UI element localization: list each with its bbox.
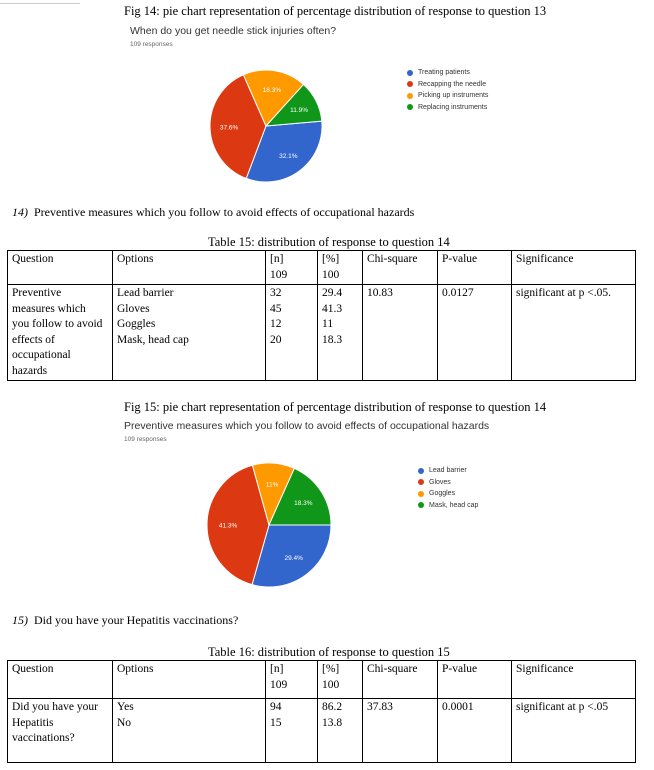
table16-question-cell: Did you have your Hepatitis vaccinations? [8,699,113,763]
legend-item [418,465,478,477]
table16-significance-cell: significant at p <.05 [512,699,636,763]
legend-item [407,102,488,114]
table15-n-cell: 32 45 12 20 [266,285,318,381]
section14-heading [12,205,414,220]
fig14-caption: Fig 14: pie chart representation of percentage distribution of response to question 13 [124,4,547,18]
section14-text: Preventive measures which you follow to avoid effects of occupational hazards [34,205,415,219]
pie-data-label: 18.3% [294,500,313,508]
table15-header-chi: Chi-square [363,251,438,285]
table15-header-pct: [%] 100 [318,251,363,285]
fig15-question: Preventive measures which you follow to avoid effects of occupational hazards [124,420,490,432]
table16-chi-cell: 37.83 [363,699,438,763]
legend-label: Mask, head cap [429,501,479,509]
table16 [7,660,636,763]
table15-header-row [8,251,636,285]
legend-item [407,79,488,91]
table15-chi-cell: 10.83 [363,285,438,381]
legend-item [418,488,478,500]
table15-header-options: Options [113,251,266,285]
fig15-pie-chart [205,461,335,589]
legend-swatch [418,479,424,485]
fig15-responses: 109 responses [124,436,167,443]
table16-n-cell: 94 15 [266,699,318,763]
section15-number: 15) [12,613,28,627]
legend-label: Lead barrier [429,467,467,475]
legend-label: Goggles [429,490,456,498]
top-rule [0,0,80,4]
fig14-question: When do you get needle stick injuries often? [130,25,337,37]
legend-swatch [407,93,413,99]
section15-text: Did you have your Hepatitis vaccinations? [34,613,239,627]
legend-swatch [418,468,424,474]
legend-swatch [407,81,413,87]
table16-data-row [8,699,636,763]
pie-data-label: 18.3% [262,87,282,94]
section14-number: 14) [12,205,28,219]
table16-header-pct: [%] 100 [318,661,363,699]
pie-data-label: 37.6% [219,124,239,132]
table16-header-question: Question [8,661,113,699]
table16-pct-cell: 86.2 13.8 [318,699,363,763]
legend-swatch [407,70,413,76]
table15-header-n: [n] 109 [266,251,318,285]
pie-data-label: 41.3% [218,522,238,530]
pie-data-label: 11.9% [290,107,309,114]
legend-swatch [418,502,424,508]
pie-data-label: 32.1% [279,153,298,160]
fig14-legend [407,67,488,113]
table15-options-cell: Lead barrier Gloves Goggles Mask, head cap [113,285,266,381]
legend-label: Gloves [429,478,451,486]
pie-data-label: 29.4% [284,555,303,563]
section15-heading [12,613,238,628]
table15-significance-cell: significant at p <.05. [512,285,636,381]
table16-header-chi: Chi-square [363,661,438,699]
fig14-pie-chart [205,68,329,184]
table15-question-cell: Preventive measures which you follow to avoid effects of occupational hazards [8,285,113,381]
legend-item [418,477,478,489]
table16-p-cell: 0.0001 [438,699,512,763]
legend-swatch [407,104,413,110]
table15-pct-cell: 29.4 41.3 11 18.3 [318,285,363,381]
legend-swatch [418,491,424,497]
table15 [7,250,636,381]
pie-data-label: 11% [265,481,279,489]
table15-caption: Table 15: distribution of response to question 14 [208,235,450,249]
table16-header-n: [n] 109 [266,661,318,699]
legend-item [418,500,478,512]
table16-header-significance: Significance [512,661,636,699]
table16-header-p: P-value [438,661,512,699]
legend-label: Picking up instruments [418,92,489,100]
legend-label: Recapping the needle [418,80,487,88]
fig14-responses: 109 responses [130,41,173,48]
table16-header-row [8,661,636,699]
legend-label: Replacing instruments [418,103,488,111]
table15-header-question: Question [8,251,113,285]
table16-caption: Table 16: distribution of response to question 15 [208,645,450,659]
legend-label: Treating patients [418,69,470,77]
legend-item [407,90,488,102]
table16-header-options: Options [113,661,266,699]
fig15-legend [418,465,478,511]
fig15-caption: Fig 15: pie chart representation of percentage distribution of response to question 14 [124,400,547,414]
table16-options-cell: Yes No [113,699,266,763]
table15-header-significance: Significance [512,251,636,285]
legend-item [407,67,488,79]
table15-header-p: P-value [438,251,512,285]
table15-p-cell: 0.0127 [438,285,512,381]
table15-data-row [8,285,636,381]
